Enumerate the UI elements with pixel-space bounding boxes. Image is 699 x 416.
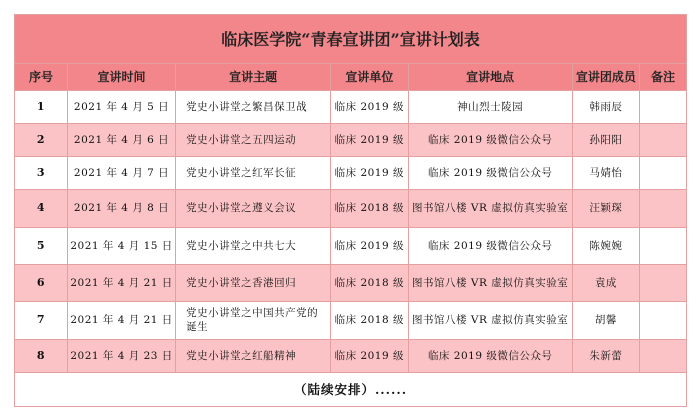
row-topic: 党史小讲堂之红军长征	[176, 157, 331, 190]
row-no: 6	[15, 264, 68, 301]
row-unit: 临床 2018 级	[331, 264, 408, 301]
row-place: 临床 2019 级微信公众号	[408, 123, 572, 156]
row-unit: 临床 2019 级	[331, 123, 408, 156]
row-no: 5	[15, 227, 68, 264]
row-unit: 临床 2018 级	[331, 190, 408, 227]
row-no: 2	[15, 123, 68, 156]
row-unit: 临床 2019 级	[331, 90, 408, 123]
row-date: 2021 年 4 月 6 日	[68, 123, 176, 156]
row-topic: 党史小讲堂之繁昌保卫战	[176, 90, 331, 123]
row-no: 1	[15, 90, 68, 123]
row-member: 马婧怡	[572, 157, 639, 190]
row-topic: 党史小讲堂之五四运动	[176, 123, 331, 156]
row-place: 神山烈士陵园	[408, 90, 572, 123]
row-member: 陈婉婉	[572, 227, 639, 264]
header-date: 宣讲时间	[68, 63, 176, 90]
row-note	[640, 157, 687, 190]
header-row	[15, 63, 687, 90]
row-topic: 党史小讲堂之红船精神	[176, 339, 331, 372]
row-member: 胡馨	[572, 302, 639, 339]
row-topic: 党史小讲堂之中共七大	[176, 227, 331, 264]
row-place: 临床 2019 级微信公众号	[408, 157, 572, 190]
row-no: 4	[15, 190, 68, 227]
row-note	[640, 90, 687, 123]
row-unit: 临床 2019 级	[331, 227, 408, 264]
schedule-table	[14, 14, 687, 407]
table-row	[15, 90, 687, 123]
row-topic: 党史小讲堂之香港回归	[176, 264, 331, 301]
header-member: 宣讲团成员	[572, 63, 639, 90]
row-place: 图书馆八楼 VR 虚拟仿真实验室	[408, 190, 572, 227]
footer-row	[15, 372, 687, 406]
row-note	[640, 227, 687, 264]
row-note	[640, 302, 687, 339]
table-row	[15, 302, 687, 339]
table-row	[15, 157, 687, 190]
row-date: 2021 年 4 月 7 日	[68, 157, 176, 190]
row-member: 孙阳阳	[572, 123, 639, 156]
row-no: 8	[15, 339, 68, 372]
row-member: 汪颖琛	[572, 190, 639, 227]
row-member: 袁成	[572, 264, 639, 301]
header-topic: 宣讲主题	[176, 63, 331, 90]
row-unit: 临床 2019 级	[331, 157, 408, 190]
row-note	[640, 123, 687, 156]
row-place: 临床 2019 级微信公众号	[408, 339, 572, 372]
row-no: 3	[15, 157, 68, 190]
row-place: 临床 2019 级微信公众号	[408, 227, 572, 264]
table-row	[15, 190, 687, 227]
row-member: 韩雨辰	[572, 90, 639, 123]
row-date: 2021 年 4 月 15 日	[68, 227, 176, 264]
table-row	[15, 339, 687, 372]
table-row	[15, 123, 687, 156]
header-note: 备注	[640, 63, 687, 90]
header-unit: 宣讲单位	[331, 63, 408, 90]
row-note	[640, 339, 687, 372]
table-title: 临床医学院“青春宣讲团”宣讲计划表	[15, 15, 687, 64]
header-place: 宣讲地点	[408, 63, 572, 90]
header-no: 序号	[15, 63, 68, 90]
row-date: 2021 年 4 月 21 日	[68, 264, 176, 301]
row-place: 图书馆八楼 VR 虚拟仿真实验室	[408, 302, 572, 339]
row-member: 朱新蕾	[572, 339, 639, 372]
title-row	[15, 15, 687, 64]
row-unit: 临床 2019 级	[331, 339, 408, 372]
row-unit: 临床 2018 级	[331, 302, 408, 339]
row-date: 2021 年 4 月 5 日	[68, 90, 176, 123]
row-no: 7	[15, 302, 68, 339]
footer-note: （陆续安排）......	[15, 372, 687, 406]
row-note	[640, 264, 687, 301]
table-row	[15, 264, 687, 301]
row-date: 2021 年 4 月 21 日	[68, 302, 176, 339]
row-place: 图书馆八楼 VR 虚拟仿真实验室	[408, 264, 572, 301]
row-topic: 党史小讲堂之遵义会议	[176, 190, 331, 227]
row-note	[640, 190, 687, 227]
row-date: 2021 年 4 月 23 日	[68, 339, 176, 372]
row-date: 2021 年 4 月 8 日	[68, 190, 176, 227]
table-row	[15, 227, 687, 264]
row-topic: 党史小讲堂之中国共产党的诞生	[176, 302, 331, 339]
